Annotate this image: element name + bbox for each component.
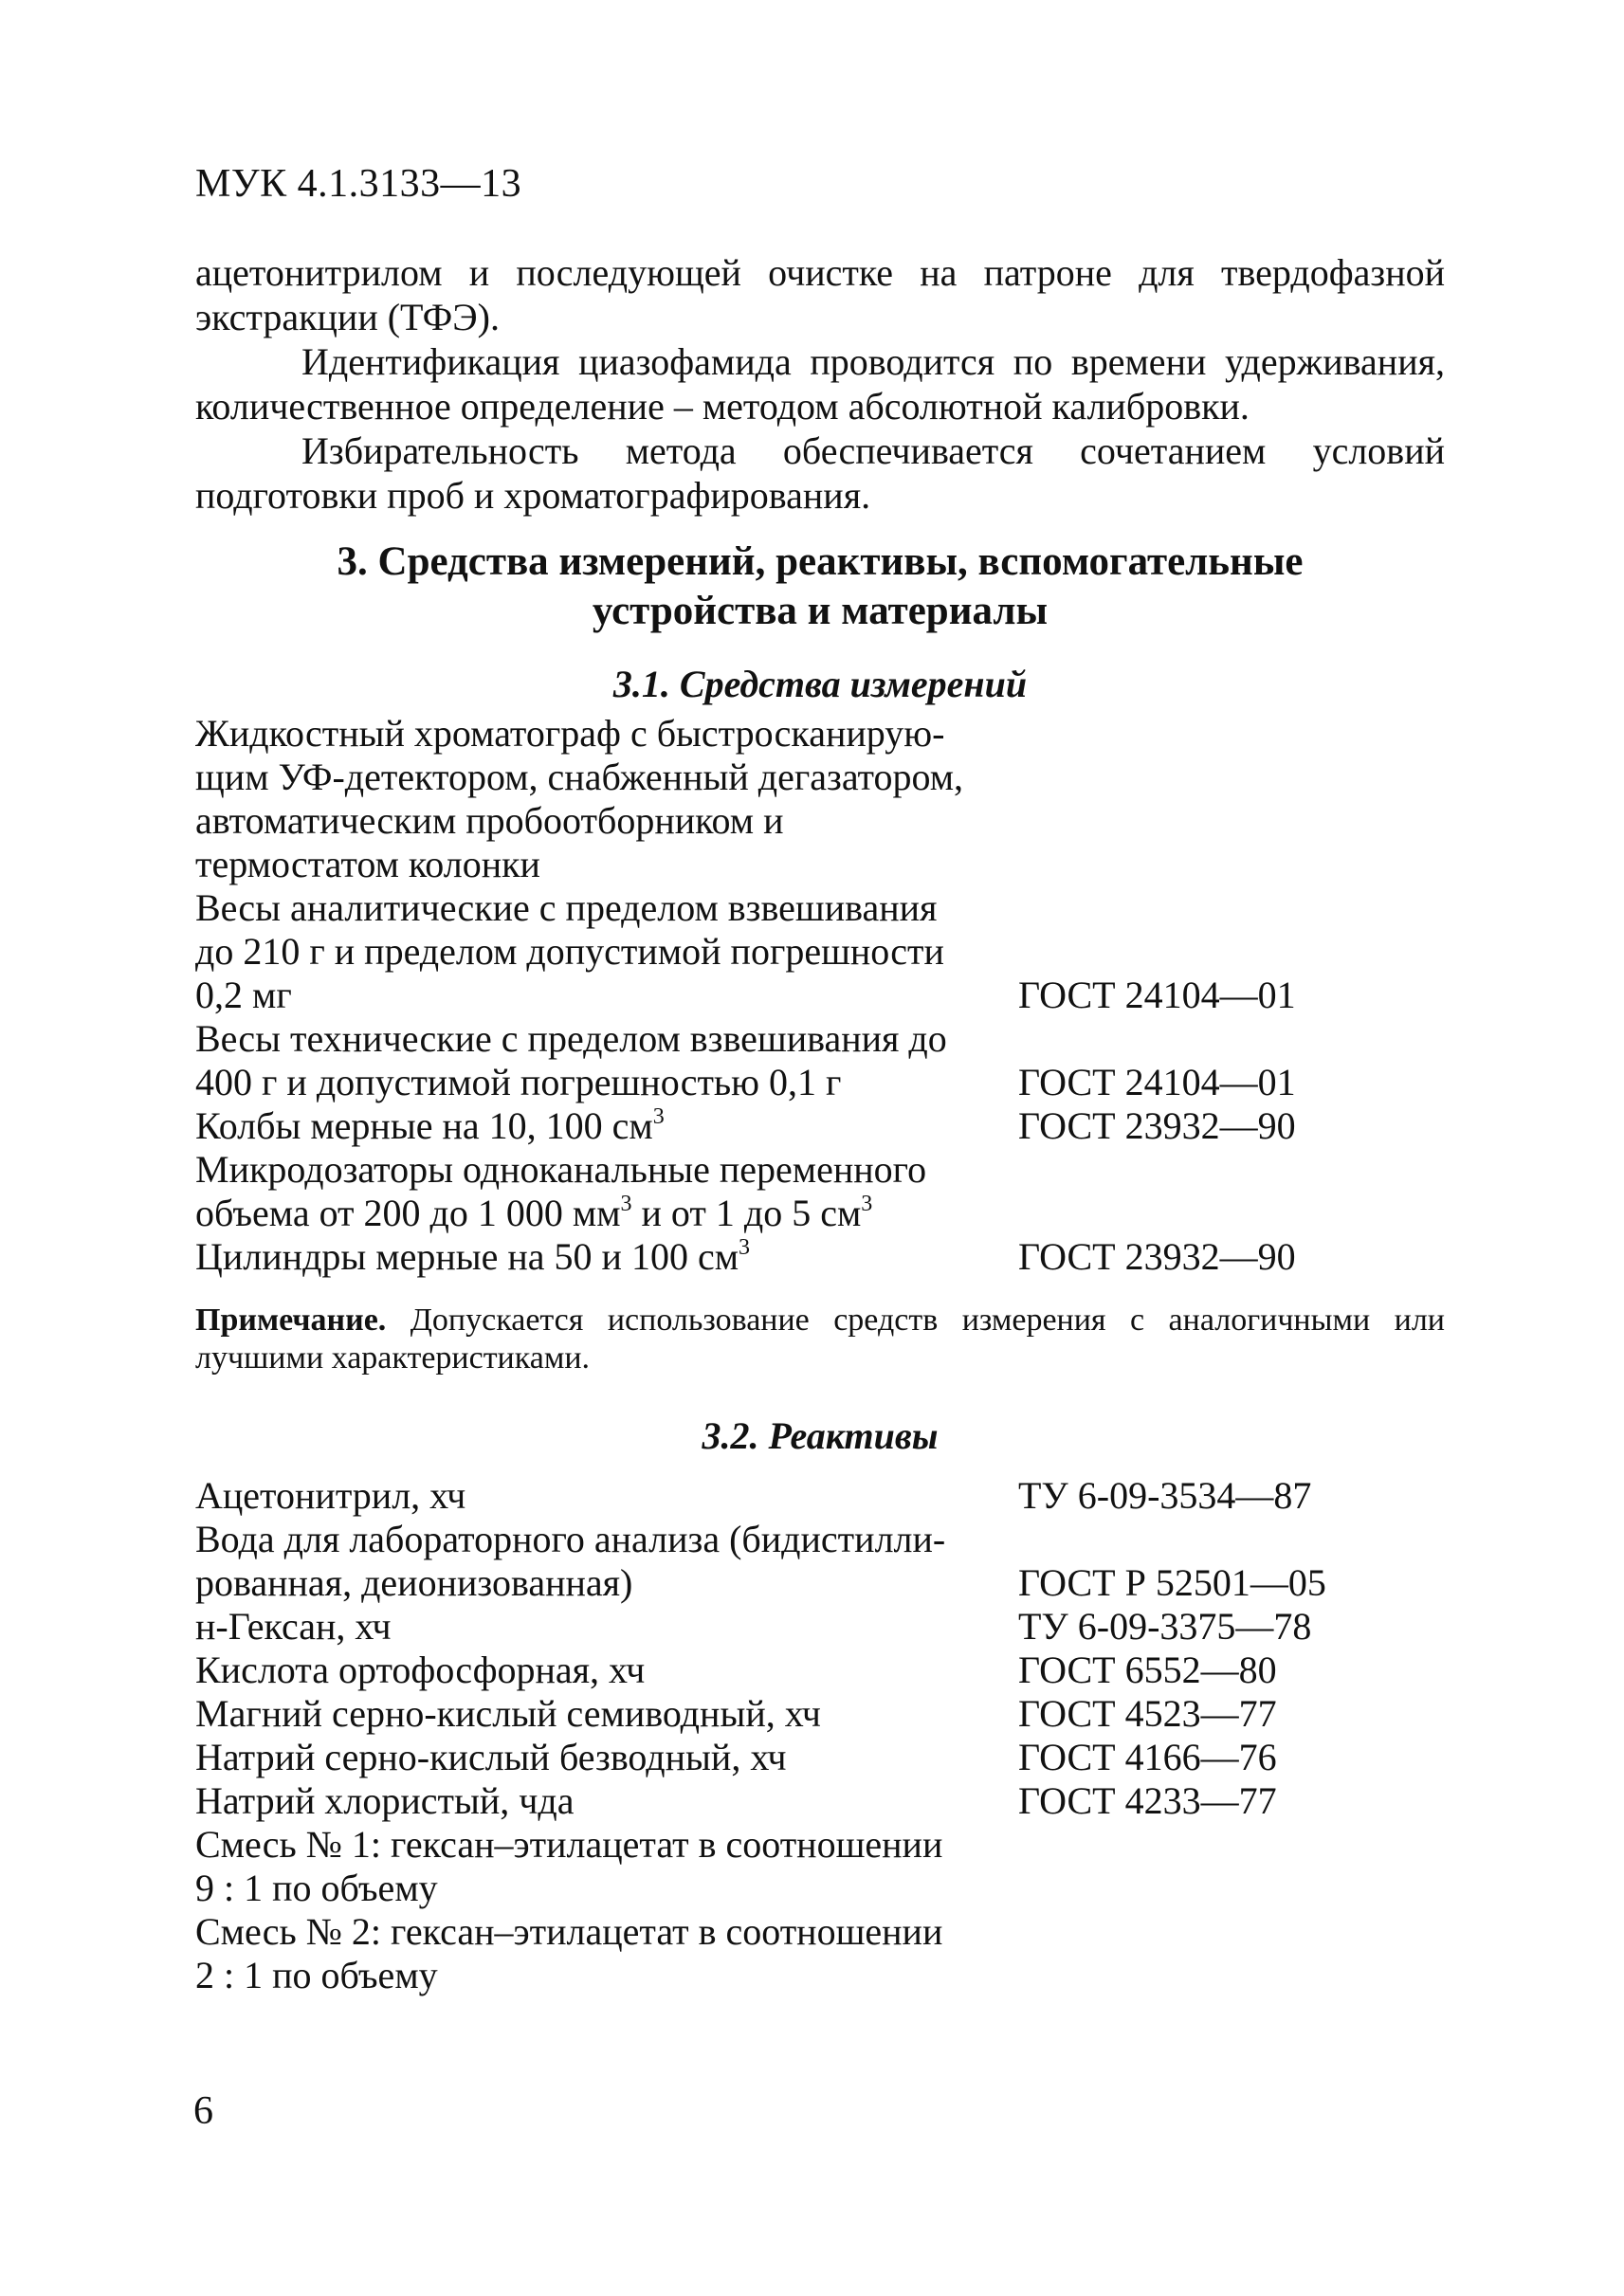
section-title-line-1: 3. Средства измерений, реактивы, вспомогательные <box>337 539 1304 584</box>
section-title <box>195 538 1445 636</box>
reagent-item-line: Натрий хлористый, чда <box>195 1779 575 1822</box>
measuring-list <box>195 712 1333 1279</box>
reagent-item <box>195 1823 1333 1910</box>
measuring-item-name <box>195 886 1011 1017</box>
reagent-item-line: н-Гексан, хч <box>195 1605 392 1648</box>
measuring-item-line: Весы технические с пределом взвешивания до <box>195 1017 947 1060</box>
reagent-item-standard: ГОСТ Р 52501—05 <box>1018 1561 1326 1604</box>
reagent-item-name <box>195 1779 1011 1823</box>
measuring-item-standard: ГОСТ 24104—01 <box>1018 1061 1296 1103</box>
measuring-item <box>195 886 1333 1017</box>
reagent-item <box>195 1692 1333 1736</box>
reagent-item-line: рованная, деионизованная) <box>195 1561 633 1604</box>
reagent-item-standard: ГОСТ 6552—80 <box>1018 1649 1277 1691</box>
measuring-item-line: Колбы мерные на 10, 100 $см^3$ <box>195 1104 665 1147</box>
reagent-item-line: Ацетонитрил, хч <box>195 1474 466 1517</box>
measuring-item-line: Весы аналитические с пределом взвешивания <box>195 886 938 929</box>
measuring-item-line: 0,2 мг <box>195 974 292 1016</box>
reagent-item <box>195 1518 1333 1605</box>
reagent-item-name <box>195 1605 1011 1649</box>
reagent-item-line: Смесь № 1: гексан–этилацетат в соотношении <box>195 1823 943 1866</box>
measuring-item-name <box>195 1148 1011 1235</box>
measuring-item-name <box>195 1104 1011 1148</box>
measuring-item-name <box>195 1235 1011 1279</box>
reagent-item-name <box>195 1823 1011 1910</box>
measuring-item-line: 400 г и допустимой погрешностью 0,1 г <box>195 1061 842 1103</box>
reagent-item <box>195 1649 1333 1692</box>
measuring-item-line: автоматическим пробоотборником и <box>195 799 784 842</box>
reagent-item-name <box>195 1474 1011 1518</box>
reagent-item <box>195 1605 1333 1649</box>
measuring-item-name <box>195 712 1011 886</box>
measuring-item <box>195 1148 1333 1235</box>
measuring-item-standard: ГОСТ 24104—01 <box>1018 974 1296 1016</box>
reagent-item-line: Кислота ортофосфорная, хч <box>195 1649 646 1691</box>
reagent-item-standard: ТУ 6-09-3375—78 <box>1018 1605 1312 1648</box>
reagent-item-standard: ТУ 6-09-3534—87 <box>1018 1474 1312 1517</box>
document-code: МУК 4.1.3133—13 <box>195 162 522 206</box>
reagent-item-line: 9 : 1 по объему <box>195 1867 438 1909</box>
reagent-item-name <box>195 1518 1011 1605</box>
note-text: Допускается использование средств измерения с аналогичными или лучшими характеристиками. <box>195 1303 1445 1376</box>
reagent-item-line: Смесь № 2: гексан–этилацетат в соотношении <box>195 1910 943 1953</box>
reagent-item <box>195 1736 1333 1779</box>
reagent-item <box>195 1910 1333 1997</box>
reagent-item-standard: ГОСТ 4233—77 <box>1018 1779 1277 1822</box>
measuring-item-line: термостатом колонки <box>195 843 540 885</box>
reagent-item-line: 2 : 1 по объему <box>195 1954 438 1996</box>
reagent-item-line: Натрий серно-кислый безводный, хч <box>195 1736 787 1778</box>
measuring-subtitle: 3.1. Средства измерений <box>612 663 1028 705</box>
measuring-item-line: щим УФ-детектором, снабженный дегазатором, <box>195 756 964 798</box>
measuring-item <box>195 1235 1333 1279</box>
measuring-item-line: до 210 г и пределом допустимой погрешности <box>195 930 944 973</box>
section-title-line-2: устройства и материалы <box>592 589 1049 633</box>
note <box>195 1302 1445 1377</box>
reagent-item-name <box>195 1649 1011 1692</box>
reagent-item-line: Магний серно-кислый семиводный, хч <box>195 1692 821 1735</box>
intro-paragraph-1: ацетонитрилом и последующей очистке на патроне для твердофазной экстракции (ТФЭ). <box>195 251 1445 338</box>
measuring-item <box>195 1104 1333 1148</box>
reagent-item <box>195 1474 1333 1518</box>
reagent-item-name <box>195 1736 1011 1779</box>
reagent-item-standard: ГОСТ 4166—76 <box>1018 1736 1277 1778</box>
measuring-item-standard: ГОСТ 23932—90 <box>1018 1104 1296 1147</box>
note-label: Примечание. <box>195 1303 387 1338</box>
reagent-item-name <box>195 1692 1011 1736</box>
measuring-item-line: Жидкостный хроматограф с быстросканирую- <box>195 712 945 755</box>
reagents-list <box>195 1474 1333 1997</box>
measuring-item <box>195 1017 1333 1104</box>
reagent-item-name <box>195 1910 1011 1997</box>
reagent-item-standard: ГОСТ 4523—77 <box>1018 1692 1277 1735</box>
reagent-item <box>195 1779 1333 1823</box>
intro-paragraph-3: Избирательность метода обеспечивается сочетанием условий подготовки проб и хроматографирования. <box>195 429 1445 517</box>
measuring-item-line: Цилиндры мерные на 50 и 100 $см^3$ <box>195 1235 751 1278</box>
page-number: 6 <box>193 2089 213 2133</box>
measuring-item <box>195 712 1333 886</box>
reagent-item-line: Вода для лабораторного анализа (бидистилли- <box>195 1518 946 1560</box>
measuring-item-line: объема от 200 до 1 000 $мм^3$ и от 1 до 5 $см^3$ <box>195 1192 873 1234</box>
measuring-item-line: Микродозаторы одноканальные переменного <box>195 1148 927 1191</box>
reagents-subtitle: 3.2. Реактивы <box>702 1414 939 1457</box>
measuring-item-name <box>195 1017 1011 1104</box>
intro-paragraph-2: Идентификация циазофамида проводится по времени удерживания, количественное определение – методом абсолютной калибровки. <box>195 340 1445 428</box>
intro-text <box>195 250 1445 518</box>
measuring-item-standard: ГОСТ 23932—90 <box>1018 1235 1296 1278</box>
